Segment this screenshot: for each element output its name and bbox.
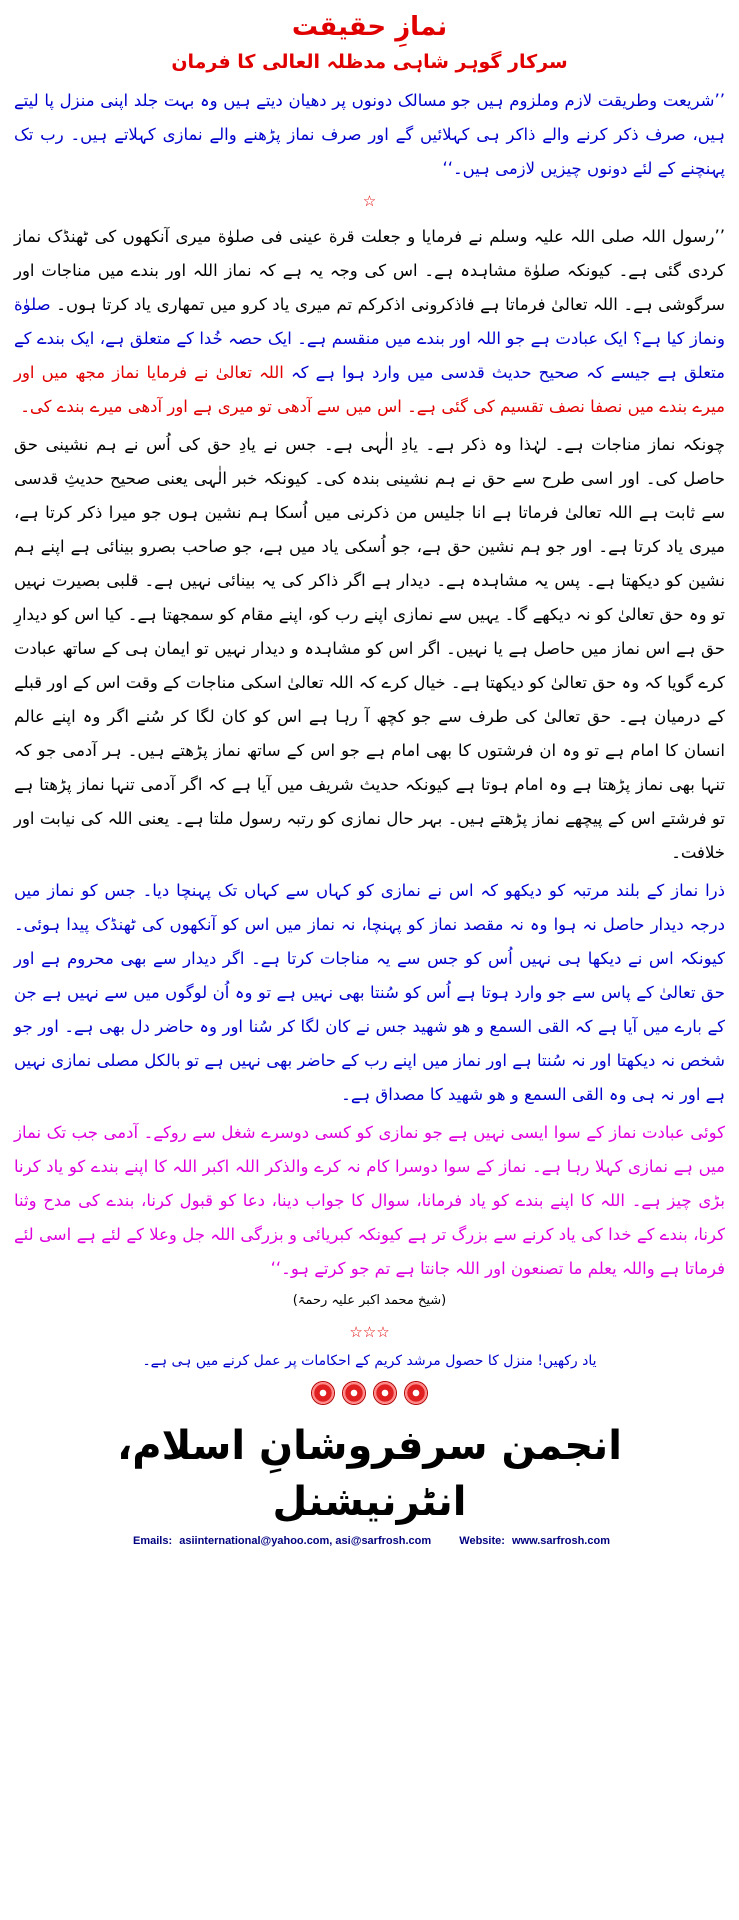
reminder-text: یاد رکھیں! منزل کا حصول مرشد کریم کے احکامات پر عمل کرنے میں ہی ہے۔ [142,1353,597,1369]
emails-label: Emails: [133,1535,173,1547]
star-divider-icon: ☆ [362,192,377,210]
page-subtitle: سرکار گوہر شاہی مدظلہ العالی کا فرمان [171,51,568,73]
paragraph-hadith [14,220,725,424]
flower-icon [343,1382,365,1404]
paragraph-hadith-black: ’’رسول اللہ صلی اللہ علیہ وسلم نے فرمایا و جعلت قرة عینی فی صلوٰة میری آنکھوں کی ٹھنڈک نماز کردی گئی ہے۔ کیونکہ صلوٰة مشاہدہ ہے۔ اس کی وجہ یہ ہے کہ نماز اللہ اور بندے میں مناجات اور سرگوشی ہے۔ اللہ تعالیٰ فرماتا ہے فاذکرونی اذکرکم تم میری یاد کرو میں تمھاری یاد کرتا ہوں۔ [14,227,725,314]
paragraph-hadith-red: اللہ تعالیٰ نے فرمایا نماز مجھ میں اور میرے بندے میں نصفا نصف تقسیم کی گئی ہے۔ اس میں سے آدھی تو میری ہے اور آدھی میرے بندے کی۔ [14,363,725,416]
flower-icon [312,1382,334,1404]
opening-quote: ’’شریعت وطریقت لازم وملزوم ہیں جو مسالک دونوں پر دھیان دیتے ہیں وہ بہت جلد اپنی منزل پا لیتے ہیں، صرف ذکر کرنے والے ذاکر ہی کہلائیں گے اور صرف نماز پڑھنے والے نمازی کہلاتے ہیں۔ رب تک پہنچنے کے لئے دونوں چیزیں لازمی ہیں۔‘‘ [14,91,725,178]
website-label: Website: [459,1535,505,1547]
emails-link[interactable]: asiinternational@yahoo.com, asi@sarfrosh.com [179,1535,432,1547]
flower-icon [405,1382,427,1404]
stars-row-icon: ☆☆☆ [349,1323,390,1341]
page-title: نمازِ حقیقت [291,12,448,42]
paragraph-ibadat: کوئی عبادت نماز کے سوا ایسی نہیں ہے جو نمازی کو کسی دوسرے شغل سے روکے۔ آدمی جب تک نماز میں ہے نمازی کہلا رہا ہے۔ نماز کے سوا دوسرا کام نہ کرے والذکر اللہ اکبر اللہ کا اپنے بندے کو یاد کرنا بڑی چیز ہے۔ اللہ کا اپنے بندے کو یاد فرمانا، سوال کا جواب دینا، دعا کو قبول کرنا، بندے کی مدح وثنا کرنا، بندے کے خدا کی یاد کرنے سے بزرگ تر ہے کیونکہ کبریائی و بزرگی اللہ جل وعلا کے لئے ہے اسی لئے فرماتا ہے واللہ یعلم ما تصنعون اور اللہ جانتا ہے تم جو کرتے ہو۔‘‘ [14,1123,725,1278]
paragraph-munajat: چونکہ نماز مناجات ہے۔ لہٰذا وہ ذکر ہے۔ یادِ الٰہی ہے۔ جس نے یادِ حق کی اُس نے ہم نشینی حق حاصل کی۔ اور اسی طرح سے حق نے ہم نشینی بندہ کی۔ کیونکہ خبر الٰہی یعنی صحیح حدیثِ قدسی سے ثابت ہے اللہ تعالیٰ فرماتا ہے انا جلیس من ذکرنی میں اُسکا ہم نشین ہوں جو میرا ذکر کرتا ہے، میری یاد کرتا ہے۔ اور جو ہم نشین حق ہے، جو اُسکی یاد میں ہے، جو صاحب بصرو بینائی ہے اپنے ہم نشین کو دیکھتا ہے۔ پس یہ مشاہدہ ہے۔ دیدار ہے اگر ذاکر کی یہ بینائی نہیں ہے۔ قلبی بصیرت نہیں تو وہ حق تعالیٰ کو نہ دیکھے گا۔ یہیں سے نمازی اپنے رب کو، اپنے مقام کو سمجھتا ہے۔ کیا اس کو دیدارِ حق ہے اس نماز میں حاصل ہے یا نہیں۔ اگر اس کو مشاہدہ و دیدار نہیں تو ایمان ہی کے ساتھ عبادت کرے گویا کہ وہ حق تعالیٰ کو دیکھتا ہے۔ خیال کرے کہ اللہ تعالیٰ اسکی مناجات کے وقت اس کے اور قبلے کے درمیان ہے۔ حق تعالیٰ کی طرف سے جو کچھ آ رہا ہے اس کو کان لگا کر سُنے اگر وہ اپنے عالم انسان کا امام ہے تو وہ ان فرشتوں کا بھی امام ہے جو اس کے ساتھ نماز پڑھتے ہیں۔ ہر آدمی جو کہ تنہا بھی نماز پڑھتا ہے وہ امام ہوتا ہے کیونکہ حدیث شریف میں آیا ہے کہ اگر آدمی تنہا نماز پڑھتا ہے تو فرشتے اس کے پیچھے نماز پڑھتے ہیں۔ بہر حال نمازی کو رتبہ رسول ملتا ہے۔ یعنی اللہ کی نیابت اور خلافت۔ [14,435,725,862]
footer-contact [14,1532,725,1550]
flower-row [14,1382,725,1410]
paragraph-rank: ذرا نماز کے بلند مرتبہ کو دیکھو کہ اس نے نمازی کو کہاں سے کہاں تک پہنچا دیا۔ جس کو نماز میں درجہ دیدار حاصل نہ ہوا وہ نہ مقصد نماز کو پہنچا، نہ نماز میں اس کو آنکھوں کی ٹھنڈک پیدا ہوئی۔ کیونکہ اس نے دیکھا ہی نہیں اُس کو جس سے یہ مناجات کرتا ہے۔ اگر دیدار سے بھی محروم ہے اور حق تعالیٰ کے پاس سے جو وارد ہوتا ہے اُس کو سُنتا بھی نہیں ہے تو وہ اُن لوگوں میں سے نہیں ہے جن کے بارے میں آیا ہے کہ القی السمع و ھو شھید جس نے کان لگا کر سُنا اور وہ حاضر دل بھی ہے۔ اور جو شخص نہ دیکھتا اور نہ سُنتا ہے اور نماز میں اپنے رب کے حاضر بھی نہیں ہے تو بالکل مصلی نمازی نہیں ہے اور نہ ہی وہ القی السمع و ھو شھید کا مصداق ہے۔ [14,881,725,1104]
signature: (شیخ محمد اکبر علیہ رحمۃ) [292,1293,447,1308]
organization-name: انجمن سرفروشانِ اسلام، انٹرنیشنل [117,1423,622,1525]
website-link[interactable]: www.sarfrosh.com [511,1535,610,1547]
paragraph-hadith-blue: صلوٰة ونماز کیا ہے؟ ایک عبادت ہے جو اللہ اور بندے میں منقسم ہے۔ ایک حصہ خُدا کے متعلق ہے، ایک بندے کے متعلق ہے جیسے کہ صحیح حدیث قدسی میں وارد ہوا ہے کہ [14,295,725,382]
flower-icon [374,1382,396,1404]
